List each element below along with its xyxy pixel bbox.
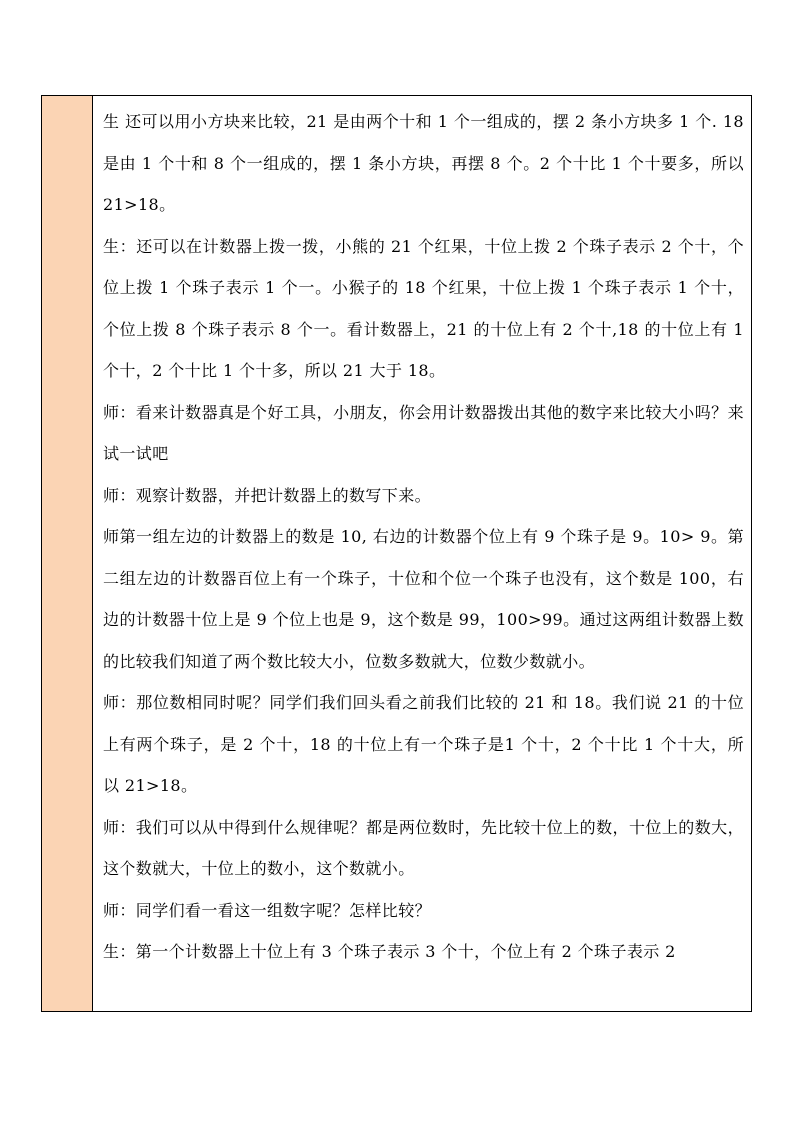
lesson-content-cell: [93, 96, 751, 1011]
paragraph-teacher-observe: 师：观察计数器，并把计数器上的数写下来。: [103, 485, 432, 505]
paragraph-teacher-good-tool: 师：看来计数器真是个好工具，小朋友，你会用计数器拨出其他的数字来比较大小吗？来试一试吧: [103, 402, 744, 463]
paragraph-student-abacus: 生：还可以在计数器上拨一拨，小熊的 21 个红果，十位上拨 2 个珠子表示 2 个十，个位上拨 1 个珠子表示 1 个一。小猴子的 18 个红果，十位上拨 1 个珠子表示 1 个十，个位上拨 8 个珠子表示 8 个一。看计数器上，21 的十位上有 2 个十,18 的十位上有 1 个十，2 个十比 1 个十多，所以 21 大于 18。: [103, 236, 744, 380]
paragraph-teacher-groups: 师第一组左边的计数器上的数是 10, 右边的计数器个位上有 9 个珠子是 9。10> 9。第二组左边的计数器百位上有一个珠子，十位和个位一个珠子也没有，这个数是 100，右边的计数器十位上是 9 个位上也是 9，这个数是 99，100>99。通过这两组计数器上数的比较我们知道了两个数比较大小，位数多数就大，位数少数就小。: [103, 527, 744, 671]
side-label-column: [42, 96, 93, 1011]
paragraph-student-blocks: 生 还可以用小方块来比较，21 是由两个十和 1 个一组成的，摆 2 条小方块多 1 个. 18 是由 1 个十和 8 个一组成的，摆 1 条小方块，再摆 8 个。2 个十比 1 个十要多，所以 21>18。: [103, 112, 744, 214]
paragraph-teacher-question: 师：同学们看一看这一组数字呢？怎样比较？: [103, 900, 432, 920]
paragraph-teacher-same-digits: 师：那位数相同时呢？同学们我们回头看之前我们比较的 21 和 18。我们说 21 的十位上有两个珠子，是 2 个十，18 的十位上有一个珠子是1 个十，2 个十比 1 个十大，所以 21>18。: [103, 693, 744, 795]
paragraph-student-first-abacus: 生：第一个计数器上十位上有 3 个珠子表示 3 个十，个位上有 2 个珠子表示 2: [103, 942, 676, 961]
paragraph-teacher-rule: 师：我们可以从中得到什么规律呢？都是两位数时，先比较十位上的数，十位上的数大，这个数就大，十位上的数小，这个数就小。: [103, 817, 744, 878]
lesson-table: [41, 95, 752, 1012]
